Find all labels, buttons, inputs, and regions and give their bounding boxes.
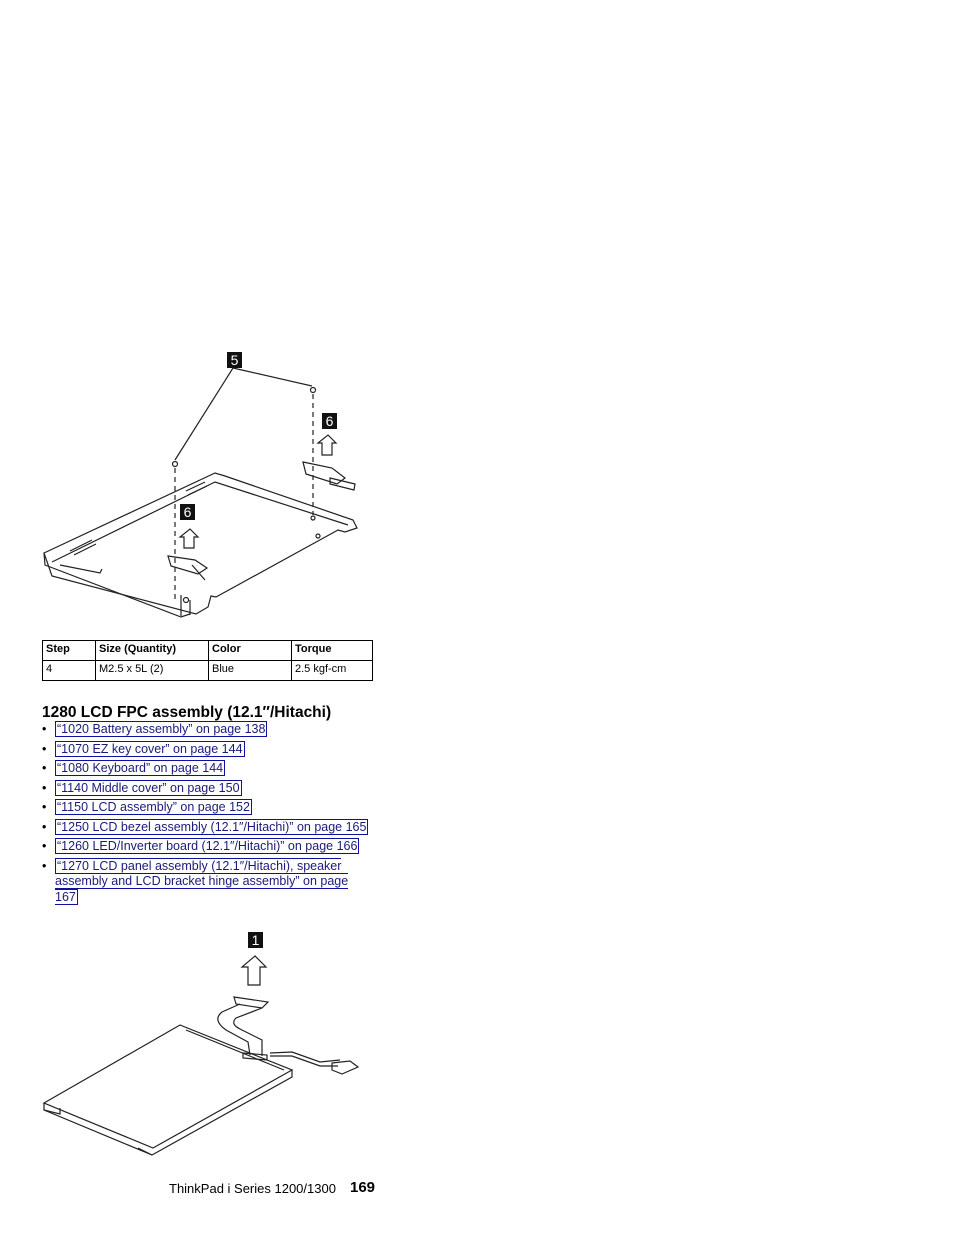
list-item [42,742,382,758]
header-size: Size (Quantity) [96,641,209,661]
bullet: • [42,761,47,775]
link-battery-assembly[interactable]: “1020 Battery assembly” on page 138 [57,722,266,736]
list-item [42,781,382,797]
link-lcd-panel-assembly[interactable]: “1270 LCD panel assembly (12.1″/Hitachi), speaker assembly and LCD bracket hinge assembly” on page 167 [55,858,349,904]
list-item [42,839,382,855]
list-item [42,800,382,816]
bullet: • [42,741,47,756]
link-lcd-bezel-assembly[interactable]: “1250 LCD bezel assembly (12.1″/Hitachi)” on page 165 [57,819,367,834]
callout-5: 5 [227,352,242,368]
link-ez-key-cover[interactable]: “1070 EZ key cover” on page 144 [57,741,243,756]
figure-lcd-fpc [0,920,954,1160]
header-step: Step [43,641,96,661]
callout-1: 1 [248,932,263,948]
bullet: • [42,722,47,736]
bullet: • [42,819,47,834]
prerequisite-list [42,722,382,909]
cell-step: 4 [43,661,96,681]
bullet: • [42,800,47,814]
list-item [42,859,355,906]
callout-6-left: 6 [180,504,195,520]
table-header-row [43,641,373,661]
list-item [42,722,382,738]
list-item [42,761,382,777]
screw-spec-table [42,640,373,681]
bullet: • [42,839,47,853]
lcd-fpc-illustration [0,920,954,1160]
footer-title: ThinkPad i Series 1200/1300 [169,1181,336,1196]
header-color: Color [209,641,292,661]
bullet: • [42,858,47,873]
link-keyboard[interactable]: “1080 Keyboard” on page 144 [57,761,224,775]
bullet: • [42,780,47,795]
list-item [42,820,382,836]
callout-6-right: 6 [322,413,337,429]
cell-size: M2.5 x 5L (2) [96,661,209,681]
section-title: 1280 LCD FPC assembly (12.1″/Hitachi) [42,704,332,721]
link-middle-cover[interactable]: “1140 Middle cover” on page 150 [57,780,240,795]
link-lcd-assembly[interactable]: “1150 LCD assembly” on page 152 [57,800,250,814]
page-number: 169 [350,1179,376,1196]
table-row [43,661,373,681]
cell-torque: 2.5 kgf-cm [292,661,373,681]
link-led-inverter-board[interactable]: “1260 LED/Inverter board (12.1″/Hitachi)” on page 166 [57,839,358,853]
cell-color: Blue [209,661,292,681]
header-torque: Torque [292,641,373,661]
